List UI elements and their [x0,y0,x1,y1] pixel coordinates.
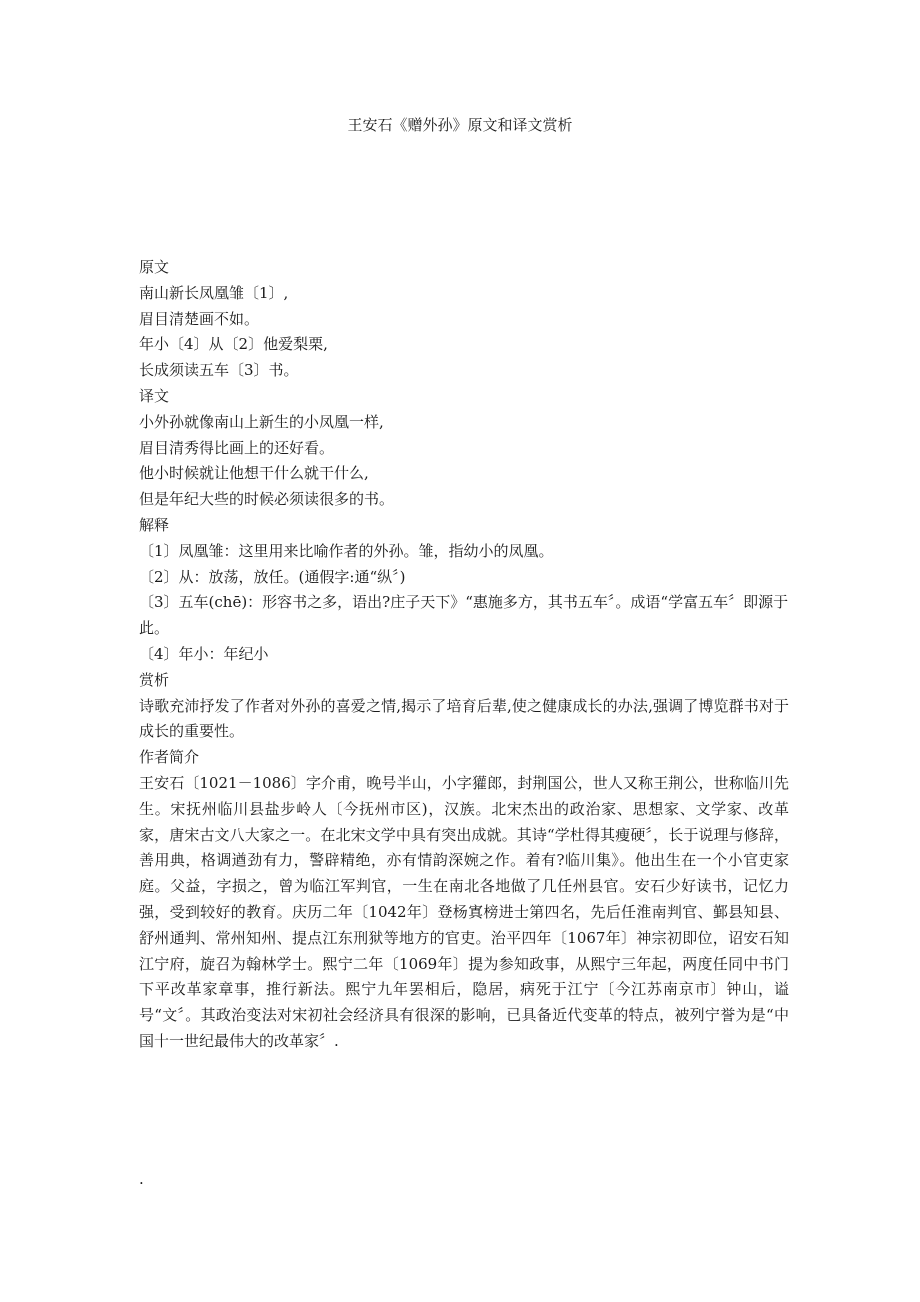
document-body [139,255,789,1055]
appreciation-text: 诗歌充沛抒发了作者对外孙的喜爱之情,揭示了培育后辈,使之健康成长的办法,强调了博览群书对于成长的重要性。 [139,696,789,741]
translation-line: 小外孙就像南山上新生的小凤凰一样, [139,412,384,431]
author-heading: 作者简介 [139,748,200,767]
poem-line: 眉目清楚画不如。 [139,309,260,328]
translation-line: 眉目清秀得比画上的还好看。 [139,438,335,457]
note-line: 〔4〕年小：年纪小 [139,644,269,663]
note-line: 此。 [139,619,170,638]
notes-heading: 解释 [139,515,170,534]
note-line: 〔3〕五车(chē)：形容书之多，语出?庄子天下》“惠施多方，其书五车〞。成语“学富五车〞即源于 [139,593,789,612]
end-mark: . [139,1170,144,1188]
translation-line: 他小时候就让他想干什么就干什么, [139,464,369,483]
original-heading: 原文 [139,258,170,276]
translation-heading: 译文 [139,386,170,405]
translation-line: 但是年纪大些的时候必须读很多的书。 [139,490,395,509]
document-title: 王安石《赠外孙》原文和译文赏析 [347,116,573,134]
poem-line: 南山新长凤凰雏〔1〕, [139,283,289,302]
poem-line: 长成须读五车〔3〕书。 [139,361,299,380]
poem-line: 年小〔4〕从〔2〕他爱梨栗, [139,335,328,354]
note-line: 〔1〕凤凰雏：这里用来比喻作者的外孙。雏，指幼小的凤凰。 [139,541,554,560]
author-bio-text: 王安石〔1021－1086〕字介甫，晚号半山，小字獾郎，封荆国公，世人又称王荆公，世称临川先生。宋抚州临川县盐步岭人〔今抚州市区)，汉族。北宋杰出的政治家、思想家、文学家、改革家，唐宋古文八大家之一。在北宋文学中具有突出成就。其诗“学杜得其瘦硬〞，长于说理与修辞，善用典，格调遒劲有力，警辟精绝，亦有情韵深婉之作。着有?临川集》。他出生在一个小官吏家庭。父益，字损之，曾为临江军判官，一生在南北各地做了几任州县官。安石少好读书，记忆力强，受到较好的教育。庆历二年〔1042年〕登杨寘榜进士第四名，先后任淮南判官、鄞县知县、舒州通判、常州知州、提点江东刑狱等地方的官吏。治平四年〔1067年〕神宗初即位，诏安石知江宁府，旋召为翰林学士。熙宁二年〔1069年〕提为参知政事，从熙宁三年起，两度任同中书门下平改革家章事，推行新法。熙宁九年罢相后，隐居，病死于江宁〔今江苏南京市〕钟山，谥号“文〞。其政治变法对宋初社会经济具有很深的影响，已具备近代变革的特点，被列宁誉为是“中国十一世纪最伟大的改革家〞. [139,773,789,1050]
appreciation-heading: 赏析 [139,670,170,689]
note-line: 〔2〕从：放荡，放任。(通假字:通“纵〞) [139,567,406,586]
